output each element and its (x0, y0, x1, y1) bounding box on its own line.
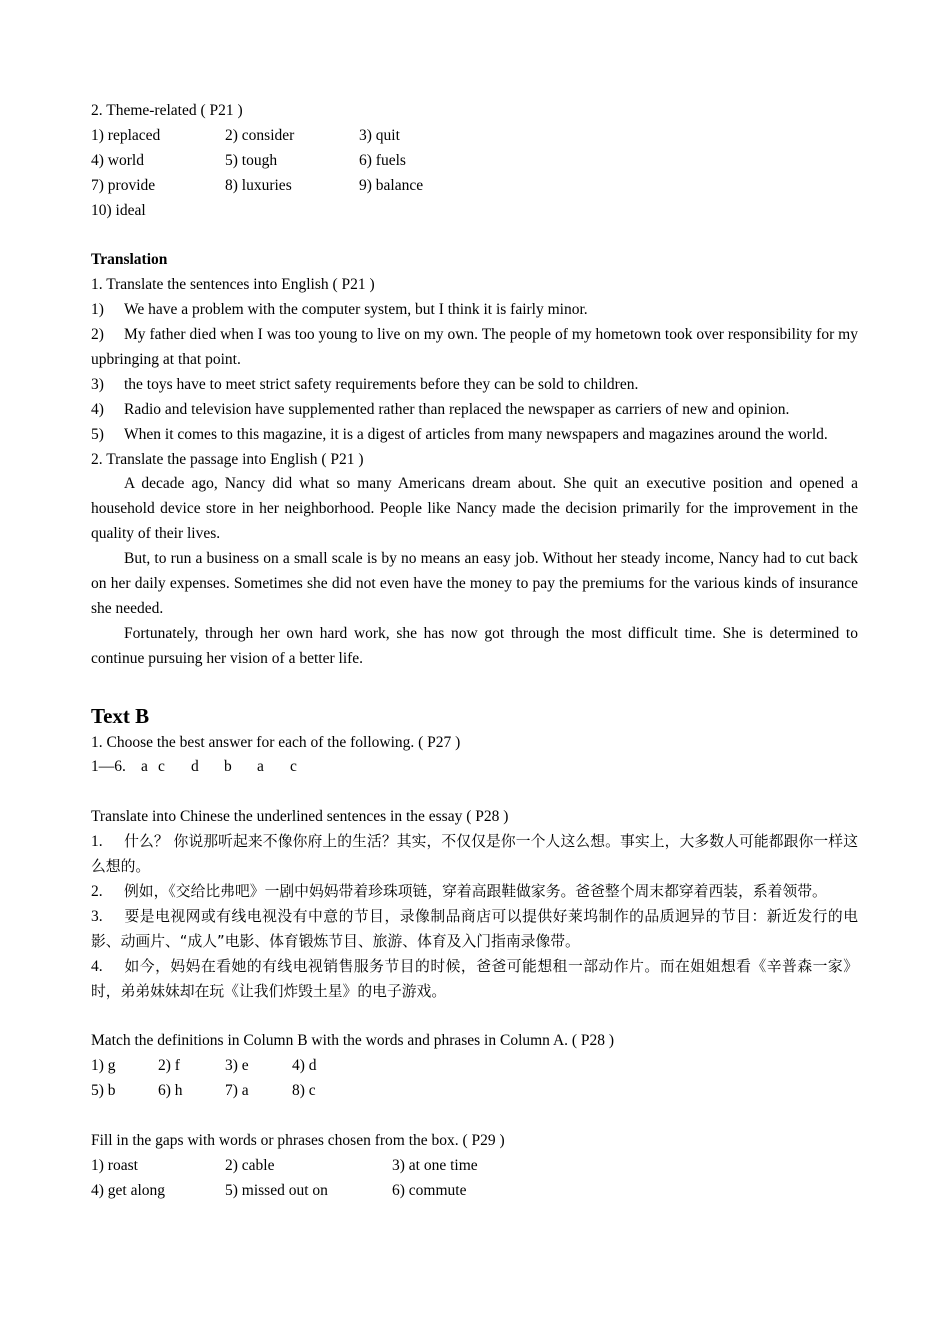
answer-item: 5) tough (225, 151, 278, 169)
answer-item: 6) h (158, 1082, 183, 1100)
match-title: Match the definitions in Column B with the words and phrases in Column A. ( P28 ) (91, 1032, 615, 1050)
chinese-number: 4. (91, 957, 103, 975)
choose-title: 1. Choose the best answer for each of the following. ( P27 ) (91, 733, 461, 751)
answer-item: 4) world (91, 151, 144, 169)
passage-title: 2. Translate the passage into English ( P21 ) (91, 450, 364, 468)
answer-item: 5) missed out on (225, 1181, 328, 1199)
chinese-text: 要是电视网或有线电视没有中意的节目，录像制品商店可以提供好莱坞制作的品质迥异的节目：新近发行的电影、动画片、“成人”电影、体育锻炼节目、旅游、体育及入门指南录像带。 (91, 907, 858, 950)
choose-answer: c (290, 758, 297, 776)
answer-item: 7) a (225, 1082, 249, 1100)
fill-row (91, 1154, 858, 1179)
answer-item: 6) fuels (359, 151, 406, 169)
answer-item: 8) c (292, 1082, 316, 1100)
choose-answer: a (257, 758, 264, 776)
chinese-text: 如今，妈妈在看她的有线电视销售服务节目的时候，爸爸可能想租一部动作片。而在姐姐想看《辛普森一家》时，弟弟妹妹却在玩《让我们炸毁土星》的电子游戏。 (91, 957, 858, 1000)
answer-item: 1) g (91, 1057, 116, 1075)
sentence-text: Radio and television have supplemented rather than replaced the newspaper as carriers of new and opinion. (124, 400, 790, 418)
answer-item: 4) d (292, 1057, 317, 1075)
sentence-number: 1) (91, 301, 104, 319)
answer-item: 6) commute (392, 1181, 467, 1199)
answer-item: 4) get along (91, 1181, 166, 1199)
sentence-number: 2) (91, 326, 104, 344)
choose-answers (91, 755, 858, 780)
chinese-number: 1. (91, 833, 103, 851)
chinese-text: 例如，《交给比弗吧》一剧中妈妈带着珍珠项链，穿着高跟鞋做家务。爸爸整个周末都穿着西装，系着领带。 (124, 882, 827, 900)
answer-item: 3) e (225, 1057, 249, 1075)
answer-item: 1) replaced (91, 126, 161, 144)
chinese-item (91, 830, 858, 880)
theme-related-row (91, 124, 858, 149)
chinese-title: Translate into Chinese the underlined sentences in the essay ( P28 ) (91, 808, 509, 826)
answer-item: 3) at one time (392, 1156, 478, 1174)
match-row (91, 1079, 858, 1104)
sentence-item (91, 298, 858, 323)
answer-item: 2) f (158, 1057, 180, 1075)
theme-related-title: 2. Theme-related ( P21 ) (91, 102, 243, 119)
text-b-heading: Text B (91, 703, 150, 728)
chinese-text: 什么？ 你说那听起来不像你府上的生活？其实，不仅仅是你一个人这么想。事实上，大多数人可能都跟你一样这么想的。 (91, 833, 858, 876)
fill-title: Fill in the gaps with words or phrases chosen from the box. ( P29 ) (91, 1131, 505, 1149)
chinese-item (91, 880, 858, 905)
choose-answer: d (191, 758, 199, 776)
sentence-number: 5) (91, 425, 104, 443)
document-page (91, 99, 858, 1204)
answer-item: 8) luxuries (225, 176, 292, 194)
answer-item: 2) consider (225, 126, 295, 144)
answer-item: 3) quit (359, 126, 400, 144)
choose-answer: a (141, 758, 148, 776)
sentences-title: 1. Translate the sentences into English ( P21 ) (91, 276, 375, 294)
chinese-number: 2. (91, 882, 103, 900)
fill-row (91, 1179, 858, 1204)
passage-paragraph: But, to run a business on a small scale is by no means an easy job. Without her steady income, Nancy had to cut back on her daily expenses. Sometimes she did not even have the money to pay the premiums for the various kinds of insurance she needed. (91, 550, 858, 617)
sentence-text: We have a problem with the computer system, but I think it is fairly minor. (124, 301, 588, 319)
passage-paragraph: Fortunately, through her own hard work, she has now got through the most difficult time. She is determined to continue pursuing her vision of a better life. (91, 624, 858, 667)
sentence-text: When it comes to this magazine, it is a digest of articles from many newspapers and magazines around the world. (124, 425, 828, 443)
sentence-item (91, 373, 858, 398)
theme-related-row (91, 149, 858, 174)
answer-item: 5) b (91, 1082, 116, 1100)
theme-related-row (91, 174, 858, 199)
answer-item: 1) roast (91, 1156, 138, 1174)
chinese-item (91, 905, 858, 955)
passage-paragraph: A decade ago, Nancy did what so many Americans dream about. She quit an executive position and opened a household device store in her neighborhood. People like Nancy made the decision primarily for the improvement in the quality of their lives. (91, 475, 858, 543)
sentence-item (91, 323, 858, 373)
chinese-item (91, 955, 858, 1005)
sentence-number: 3) (91, 375, 104, 393)
translation-heading: Translation (91, 251, 168, 269)
theme-related-row (91, 199, 858, 224)
answer-item: 9) balance (359, 176, 424, 194)
sentence-text: My father died when I was too young to live on my own. The people of my hometown took over responsibility for my upbringing at that point. (91, 326, 858, 368)
answer-item: 7) provide (91, 176, 156, 194)
answer-item: 10) ideal (91, 201, 146, 219)
choose-range: 1—6. (91, 758, 126, 776)
choose-answer: c (158, 758, 165, 776)
sentence-text: the toys have to meet strict safety requirements before they can be sold to children. (124, 375, 639, 393)
match-row (91, 1054, 858, 1079)
chinese-number: 3. (91, 907, 103, 925)
sentence-item (91, 423, 858, 448)
sentence-item (91, 398, 858, 423)
answer-item: 2) cable (225, 1156, 275, 1174)
sentence-number: 4) (91, 400, 104, 418)
choose-answer: b (224, 758, 232, 776)
